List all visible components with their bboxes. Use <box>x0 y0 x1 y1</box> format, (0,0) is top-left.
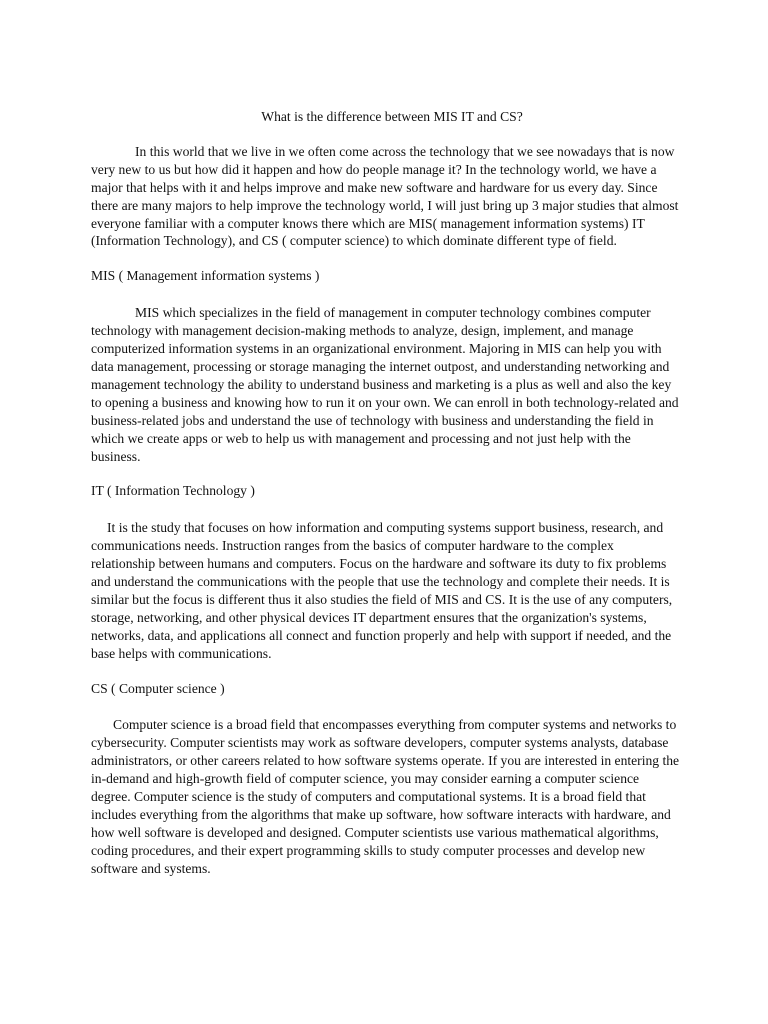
section-heading-it: IT ( Information Technology ) <box>91 483 255 499</box>
section-heading-cs: CS ( Computer science ) <box>91 680 225 696</box>
spacer <box>91 663 681 680</box>
spacer <box>91 697 681 716</box>
spacer <box>91 500 681 519</box>
section-body-it: It is the study that focuses on how information and computing systems support business, research, and communications needs. Instruction ranges from the basics of computer hardware to the complex relationship between humans and computers. Focus on the hardware and software its duty to fix problems and understand the communications with the people that use the technology and complete their needs. It is similar but the focus is different thus it also studies the field of MIS and CS. It is the use of any computers, storage, networking, and other physical devices IT department ensures that the organization's systems, networks, data, and applications all connect and function properly and help with support if needed, and the base helps with communications. <box>91 520 673 661</box>
spacer <box>91 250 681 267</box>
document-title: What is the difference between MIS IT and CS? <box>261 109 523 124</box>
intro-paragraph: In this world that we live in we often come across the technology that we see nowadays that is now very new to us but how did it happen and how do people manage it? In the technology world, we have a major that helps with it and helps improve and make new software and hardware for us every day. Since there are many majors to help improve the technology world, I will just bring up 3 major studies that almost everyone familiar with a computer knows there which are MIS( management information systems) IT (Information Technology), and CS ( computer science) to which dominate different type of field. <box>91 143 679 249</box>
section-body-cs: Computer science is a broad field that encompasses everything from computer systems and networks to cybersecurity. Computer scientists may work as software developers, computer systems analysts, database administrators, or other careers related to how software systems operate. If you are interested in entering the in-demand and high-growth field of computer science, you may consider earning a computer science degree. Computer science is the study of computers and computational systems. It is a broad field that includes everything from the algorithms that make up software, how software interacts with hardware, and how well software is developed and designed. Computer scientists use various mathematical algorithms, coding procedures, and their expert programming skills to study computer processes and develop new software and systems. <box>91 717 680 876</box>
section-body-mis: MIS which specializes in the field of management in computer technology combines computer technology with management decision-making methods to analyze, design, implement, and manage computerized information systems in an organizational environment. Majoring in MIS can help you with data management, processing or storage managing the internet outpost, and understanding networking and management technology the ability to understand business and marketing is a plus as well and also the key to opening a business and knowing how to run it on your own. We can enroll in both technology-related and business-related jobs and understand the use of technology with business and understanding the field in which we create apps or web to help us with management and processing and not just help with the business. <box>91 305 679 464</box>
spacer <box>91 285 681 304</box>
spacer <box>91 465 681 482</box>
section-heading-mis: MIS ( Management information systems ) <box>91 268 320 284</box>
document-content <box>91 108 681 878</box>
